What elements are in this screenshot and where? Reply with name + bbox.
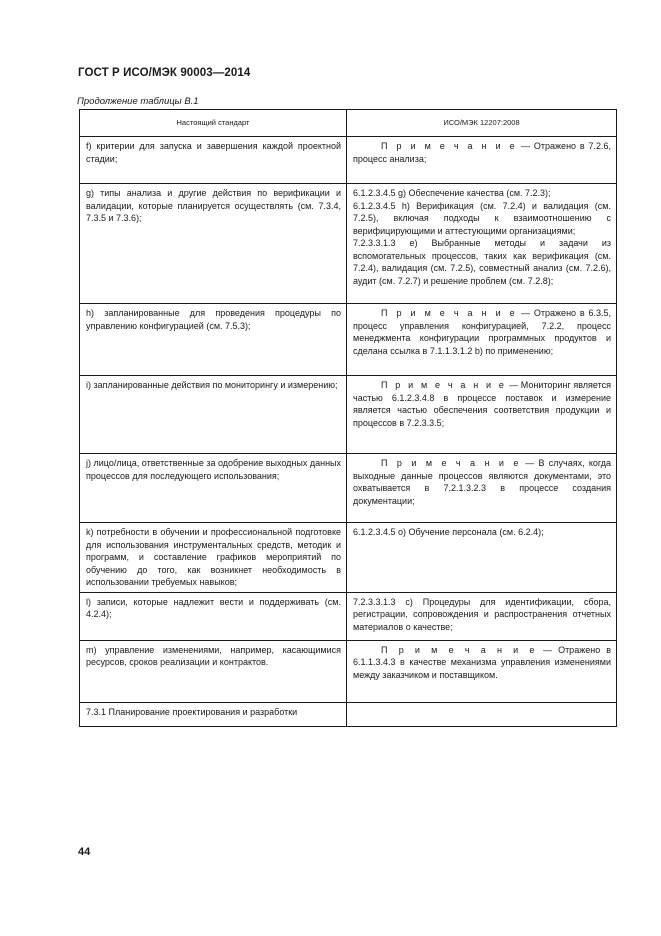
row-right-text: 6.1.2.3.4.5 o) Обучение персонала (см. 6.2.4);	[353, 527, 544, 537]
row-left-cell	[80, 454, 347, 523]
note-paragraph	[353, 140, 611, 165]
row-left-text: j) лицо/лица, ответственные за одобрение выходных данных процессов для последующего использования;	[86, 458, 342, 481]
row-right-cell	[347, 640, 617, 702]
row-right-cell	[347, 454, 617, 523]
table-row	[80, 304, 617, 376]
comparison-table	[79, 109, 617, 727]
note-text: — Мониторинг является частью 6.1.2.3.4.8 в процессе поставок и измерение является частью обеспечения соответствия продукции и процессов в 7.2.3.3.5;	[353, 380, 612, 428]
note-label: П р и м е ч а н и е	[381, 141, 518, 151]
note-label: П р и м е ч а н и е	[381, 458, 522, 468]
row-left-text: 7.3.1 Планирование проектирования и разработки	[86, 706, 298, 717]
note-label: П р и м е ч а н и е	[381, 644, 538, 655]
table-row	[80, 184, 617, 304]
row-right-cell	[347, 137, 617, 184]
note-paragraph	[353, 457, 611, 507]
table-row	[80, 592, 617, 640]
column-header-iso: ИСО/МЭК 12207:2008	[347, 110, 617, 137]
row-left-text: m) управление изменениями, например, касающимися ресурсов, сроков реализации и контрактов.	[86, 644, 341, 667]
table-row	[80, 523, 617, 593]
row-left-cell	[80, 523, 347, 593]
row-right-cell	[347, 702, 617, 726]
document-title: ГОСТ Р ИСО/МЭК 90003—2014	[78, 67, 251, 79]
note-text: — Отражено в 7.2.6, процесс анализа;	[353, 141, 611, 164]
note-paragraph	[353, 379, 611, 429]
right-line: 6.1.2.3.4.5 g) Обеспечение качества (см. 7.2.3);	[353, 188, 551, 198]
row-left-text: g) типы анализа и другие действия по верификации и валидации, которые планируется осуществлять (см. 7.3.4, 7.3.5 и 7.3.6);	[86, 188, 341, 223]
right-line: 6.1.2.3.4.5 h) Верификация (см. 7.2.4) и валидация (см. 7.2.5), включая подходы к взаимоотношению с верифицирующими и аттестующими организациями;	[353, 200, 611, 236]
row-left-text: f) критерии для запуска и завершения каждой проектной стадии;	[86, 141, 341, 164]
row-right-cell	[347, 376, 617, 454]
table-header-row	[80, 110, 617, 137]
row-left-cell	[80, 376, 347, 454]
note-paragraph	[353, 644, 611, 682]
row-right-cell	[347, 592, 617, 640]
row-left-cell	[80, 592, 347, 640]
table-row	[80, 454, 617, 523]
row-right-cell	[347, 184, 617, 304]
row-left-cell	[80, 640, 347, 702]
note-label: П р и м е ч а н и е	[381, 380, 507, 390]
note-text: — Отражено в 6.1.1.3.4.3 в качестве механизма управления изменениями между заказчиком и поставщиком.	[353, 644, 612, 680]
column-header-standard: Настоящий стандарт	[80, 110, 347, 137]
row-left-cell	[80, 184, 347, 304]
note-text: — Отражено в 6.3.5, процесс управления конфигурацией, 7.2.2, процесс менеджмента конфигурации программных продуктов и сделана ссылка в 7.1.1.3.1.2 b) по применению;	[353, 308, 611, 356]
right-line: 7.2.3.3.1.3 e) Выбранные методы и задачи из вспомогательных процессов, таких как верификация (см. 7.2.4), валидация (см. 7.2.5), совместный анализ (см. 7.2.6), аудит (см. 7.2.7) и решение проблем (см. 7.2.8);	[353, 238, 611, 286]
page-number: 44	[78, 846, 91, 858]
row-left-text: h) запланированные для проведения процедуры по управлению конфигурацией (см. 7.5.3);	[86, 308, 341, 331]
table-row	[80, 702, 617, 726]
table-caption: Продолжение таблицы В.1	[77, 96, 199, 107]
row-left-text: k) потребности в обучении и профессиональной подготовке для использования инструментальных средств, методик и программ, и составление графиков мероприятий по обучению до того, как возникнет необходимость в использовании требуемых навыков;	[86, 527, 341, 587]
row-right-text: 7.2.3.3.1.3 c) Процедуры для идентификации, сбора, регистрации, сопровождения и распространения отчетных материалов о качестве;	[353, 596, 611, 632]
row-right-cell	[347, 304, 617, 376]
row-right-cell	[347, 523, 617, 593]
row-left-text: l) записи, которые надлежит вести и поддерживать (см. 4.2.4);	[86, 596, 341, 619]
note-paragraph	[353, 307, 611, 357]
row-left-text: i) запланированные действия по мониторингу и измерению;	[86, 380, 338, 390]
row-left-cell	[80, 304, 347, 376]
table-row	[80, 137, 617, 184]
row-left-cell	[80, 137, 347, 184]
note-text: — В случаях, когда выходные данные процессов являются документами, это охватывается в 7.2.1.3.2.3 в процессе создания документации;	[353, 458, 612, 506]
note-label: П р и м е ч а н и е	[381, 308, 518, 318]
table-row	[80, 640, 617, 702]
row-left-cell	[80, 702, 347, 726]
table-row	[80, 376, 617, 454]
